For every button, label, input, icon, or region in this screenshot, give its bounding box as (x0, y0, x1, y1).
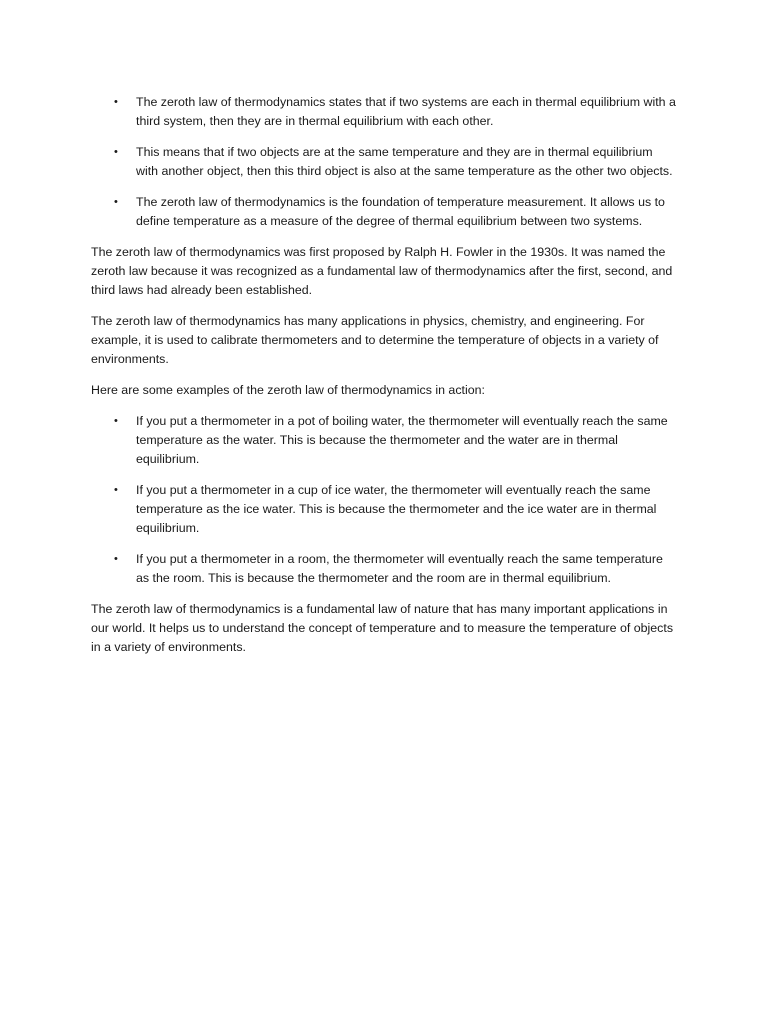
bullet-icon: • (114, 146, 118, 158)
bullet-icon: • (114, 553, 118, 565)
conclusion-paragraph: The zeroth law of thermodynamics is a fundamental law of nature that has many important applications in our world. It helps us to understand the concept of temperature and to measure the temperature of objects in a variety of environments. (91, 602, 674, 654)
examples-bullet-list (91, 412, 677, 588)
bullet-icon: • (114, 415, 118, 427)
examples-intro-paragraph: Here are some examples of the zeroth law of thermodynamics in action: (91, 383, 485, 397)
list-item-text: This means that if two objects are at the same temperature and they are in thermal equilibrium with another object, then this third object is also at the same temperature as the other two objects. (136, 145, 673, 178)
history-paragraph: The zeroth law of thermodynamics was first proposed by Ralph H. Fowler in the 1930s. It was named the zeroth law because it was recognized as a fundamental law of thermodynamics after the first, second, and third laws had already been established. (91, 245, 673, 297)
list-item (91, 481, 677, 538)
list-item-text: If you put a thermometer in a room, the thermometer will eventually reach the same temperature as the room. This is because the thermometer and the room are in thermal equilibrium. (136, 552, 663, 585)
list-item-text: If you put a thermometer in a pot of boiling water, the thermometer will eventually reach the same temperature as the water. This is because the thermometer and the water are in thermal equilibrium. (136, 414, 668, 466)
list-item-text: The zeroth law of thermodynamics states that if two systems are each in thermal equilibrium with a third system, then they are in thermal equilibrium with each other. (136, 95, 676, 128)
document-page (91, 93, 677, 669)
bullet-icon: • (114, 196, 118, 208)
bullet-icon: • (114, 96, 118, 108)
list-item (91, 93, 677, 131)
list-item-text: If you put a thermometer in a cup of ice water, the thermometer will eventually reach the same temperature as the ice water. This is because the thermometer and the ice water are in thermal equilibrium. (136, 483, 657, 535)
intro-bullet-list (91, 93, 677, 231)
bullet-icon: • (114, 484, 118, 496)
applications-paragraph: The zeroth law of thermodynamics has many applications in physics, chemistry, and engineering. For example, it is used to calibrate thermometers and to determine the temperature of objects in a variety of environments. (91, 314, 659, 366)
list-item (91, 193, 677, 231)
list-item-text: The zeroth law of thermodynamics is the foundation of temperature measurement. It allows us to define temperature as a measure of the degree of thermal equilibrium between two systems. (136, 195, 665, 228)
list-item (91, 550, 677, 588)
list-item (91, 412, 677, 469)
list-item (91, 143, 677, 181)
